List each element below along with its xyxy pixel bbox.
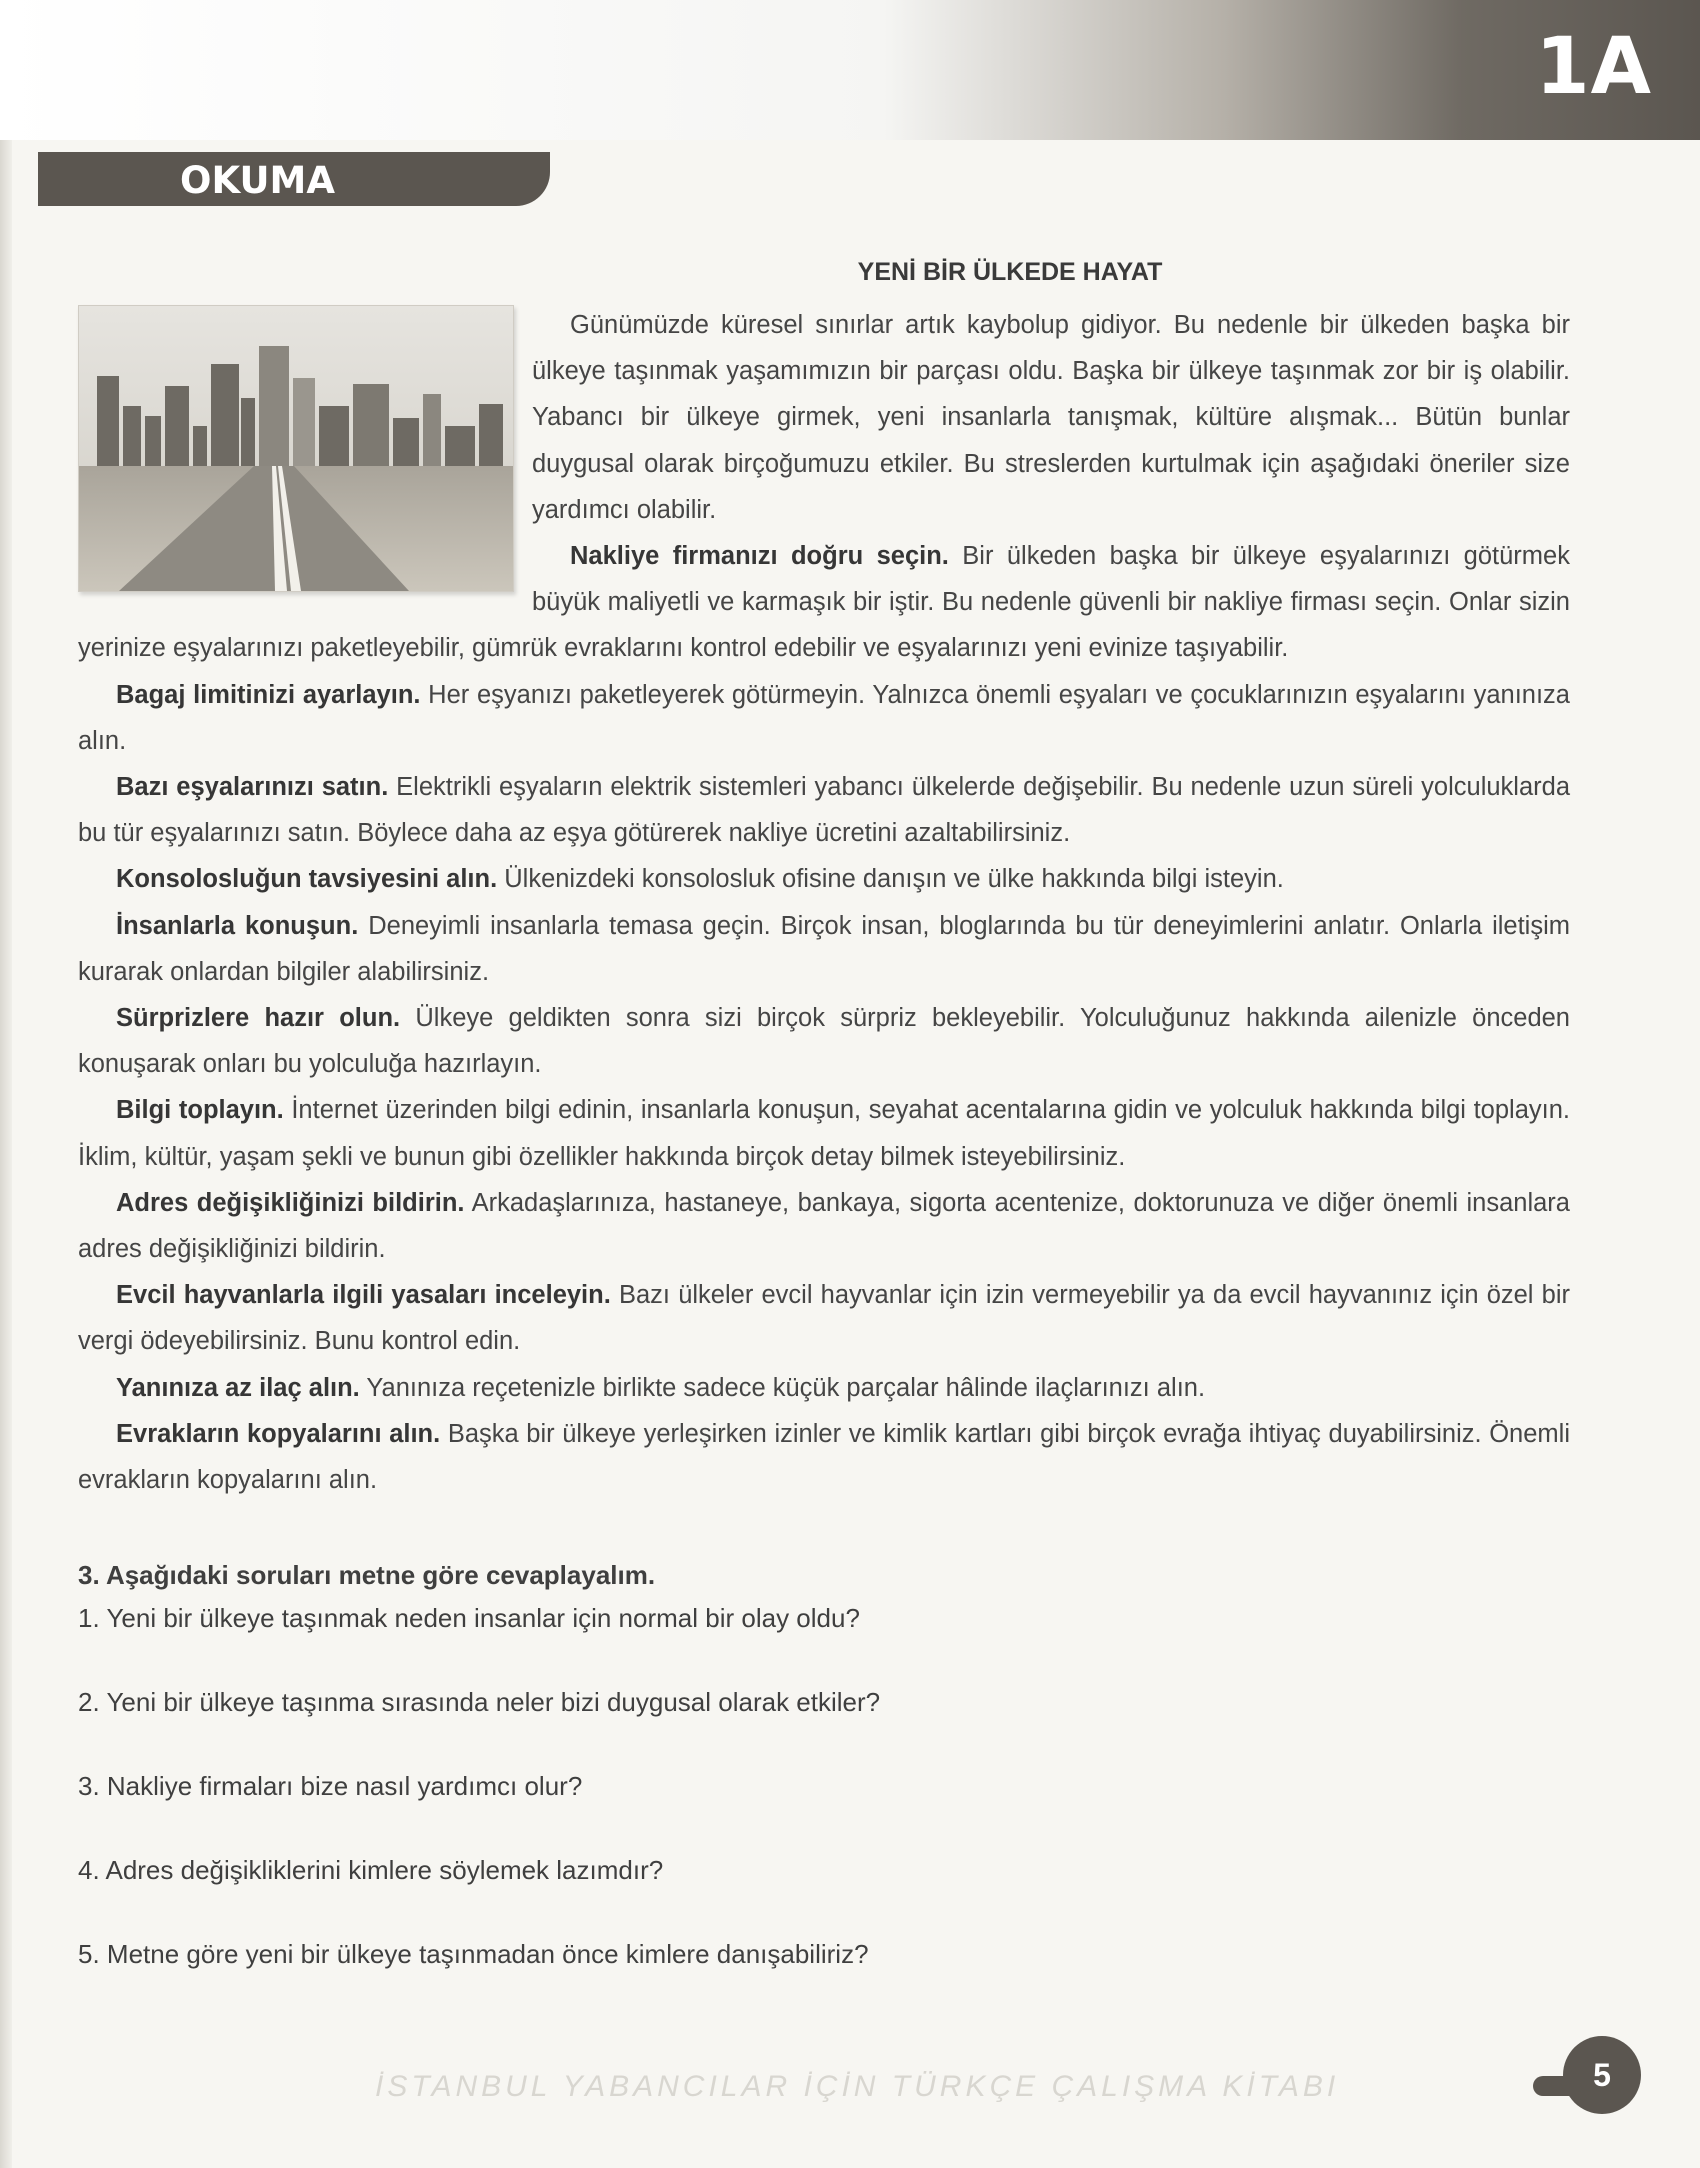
tip-body: Bir ülkeden başka bir ülkeye eşyalarınızı götürmek büyük maliyetli ve karmaşık bir iştir. Bu nedenle güvenli bir nakliye firması seçin. Onlar sizin yerinize eşyalarınızı paketleyebilir, gümrük evraklarını kontrol edebilir ve eşyalarınızı yeni evinize taşıyabilir. xyxy=(78,542,1570,663)
tip-paragraph xyxy=(78,1272,1570,1364)
tip-paragraph xyxy=(78,1411,1570,1503)
article-body xyxy=(78,302,1570,1503)
tip-heading: Sürprizlere hazır olun. xyxy=(116,1004,401,1033)
tip-body: Ülkeye geldikten sonra sizi birçok sürpriz bekleyebilir. Yolculuğunuz hakkında ailenizle önceden konuşarak onları bu yolculuğa hazırlayın. xyxy=(78,1004,1570,1079)
tip-paragraph xyxy=(78,1365,1570,1411)
page-number: 5 xyxy=(1563,2036,1641,2114)
section-title: OKUMA xyxy=(180,159,335,202)
tip-body: Ülkenizdeki konsolosluk ofisine danışın ve ülke hakkında bilgi isteyin. xyxy=(497,865,1284,894)
tip-body: Başka bir ülkeye yerleşirken izinler ve kimlik kartları gibi birçok evrağa ihtiyaç duyabilirsiniz. Önemli evrakların kopyalarını alın. xyxy=(78,1419,1570,1495)
question-item: 5. Metne göre yeni bir ülkeye taşınmadan önce kimlere danışabiliriz? xyxy=(78,1939,869,1969)
tip-heading: Bazı eşyalarınızı satın. xyxy=(116,773,389,802)
exercise-section xyxy=(78,1552,1570,1974)
tip-heading: Konsolosluğun tavsiyesini alın. xyxy=(116,865,498,894)
article-title: YENİ BİR ÜLKEDE HAYAT xyxy=(857,258,1163,286)
tip-heading: Nakliye firmanızı doğru seçin. xyxy=(570,542,949,571)
tip-heading: Evcil hayvanlarla ilgili yasaları inceleyin. xyxy=(116,1281,611,1310)
tip-heading: Bagaj limitinizi ayarlayın. xyxy=(116,680,421,709)
tip-body: Elektrikli eşyaların elektrik sistemleri yabancı ülkelerde değişebilir. Bu nedenle uzun süreli yolculuklarda bu tür eşyalarınızı satın. Böylece daha az eşya götürerek nakliye ücretini azaltabilirsiniz. xyxy=(78,773,1570,848)
header-band xyxy=(0,0,1700,140)
tip-body: Her eşyanızı paketleyerek götürmeyin. Yalnızca önemli eşyaları ve çocuklarınızın eşyalarını yanınıza alın. xyxy=(78,680,1570,755)
tip-body: Arkadaşlarınıza, hastaneye, bankaya, sigorta acentenize, doktorunuza ve diğer önemli insanlara adres değişikliğinizi bildirin. xyxy=(78,1188,1570,1264)
tip-heading: Adres değişikliğinizi bildirin. xyxy=(116,1188,465,1217)
tip-paragraph xyxy=(78,1087,1570,1179)
tip-paragraph xyxy=(78,1180,1570,1272)
question-item: 1. Yeni bir ülkeye taşınmak neden insanlar için normal bir olay oldu? xyxy=(78,1603,860,1633)
tip-paragraph xyxy=(78,764,1570,856)
tip-heading: Bilgi toplayın. xyxy=(116,1096,284,1125)
tip-heading: Evrakların kopyalarını alın. xyxy=(116,1419,441,1448)
book-title-watermark: İSTANBUL YABANCILAR İÇİN TÜRKÇE ÇALIŞMA KİTABI xyxy=(375,2070,1340,2103)
exercise-title: 3. Aşağıdaki soruları metne göre cevaplayalım. xyxy=(78,1560,656,1590)
unit-label: 1A xyxy=(1535,22,1652,112)
image-wrap-spacer xyxy=(78,302,532,612)
tip-body: İnternet üzerinden bilgi edinin, insanlarla konuşun, seyahat acentalarına gidin ve yolculuk hakkında bilgi toplayın. İklim, kültür, yaşam şekli ve bunun gibi özellikler hakkında birçok detay bilmek isteyebilirsiniz. xyxy=(78,1096,1570,1171)
tip-paragraph xyxy=(78,903,1570,995)
tip-heading: Yanınıza az ilaç alın. xyxy=(116,1373,360,1402)
question-item: 4. Adres değişikliklerini kimlere söylemek lazımdır? xyxy=(78,1855,664,1885)
page-edge-shadow xyxy=(0,0,12,2168)
tip-paragraph xyxy=(78,995,1570,1087)
tip-body: Bazı ülkeler evcil hayvanlar için izin vermeyebilir ya da evcil hayvanınız için özel bir vergi ödeyebilirsiniz. Bunu kontrol edin. xyxy=(78,1281,1570,1356)
intro-paragraph: Günümüzde küresel sınırlar artık kaybolup gidiyor. Bu nedenle bir ülkeden başka bir ülkeye taşınmak yaşamımızın bir parçası oldu. Başka bir ülkeye taşınmak zor bir iş olabilir. Yabancı bir ülkeye girmek, yeni insanlarla tanışmak, kültüre alışmak... Bütün bunlar duygusal olarak birçoğumuzu etkiler. Bu streslerden kurtulmak için aşağıdaki öneriler size yardımcı olabilir. xyxy=(532,311,1570,524)
tip-body: Yanınıza reçetenizle birlikte sadece küçük parçalar hâlinde ilaçlarınızı alın. xyxy=(359,1373,1206,1402)
tip-paragraph xyxy=(78,856,1570,902)
tip-heading: İnsanlarla konuşun. xyxy=(116,911,359,940)
tip-body: Deneyimli insanlarla temasa geçin. Birçok insan, bloglarında bu tür deneyimlerini anlatır. Onlarla iletişim kurarak onlardan bilgiler alabilirsiniz. xyxy=(78,911,1571,986)
question-item: 2. Yeni bir ülkeye taşınma sırasında neler bizi duygusal olarak etkiler? xyxy=(78,1687,881,1717)
tip-paragraph xyxy=(78,672,1570,764)
section-tab xyxy=(38,152,550,206)
question-item: 3. Nakliye firmaları bize nasıl yardımcı olur? xyxy=(78,1771,583,1801)
